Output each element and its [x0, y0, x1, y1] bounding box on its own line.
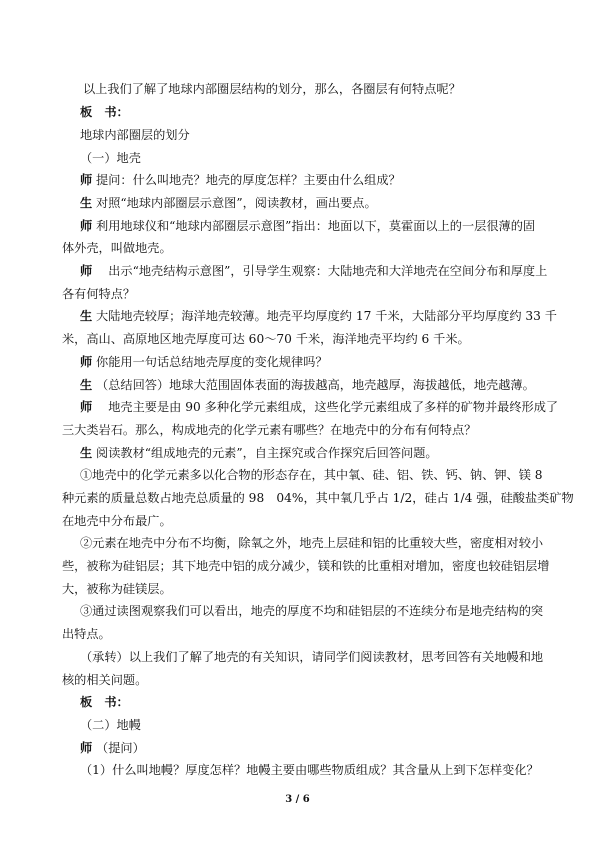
speaker-label: 生	[80, 309, 93, 323]
paragraph-line: ①地壳中的化学元素多以化合物的形态存在，其中氧、硅、铝、铁、钙、钠、钾、镁 8	[80, 468, 543, 482]
section-heading: （二）地幔	[80, 718, 141, 732]
dialogue-line: 生 对照“地球内部圈层示意图”，阅读教材，画出要点。	[80, 196, 377, 210]
speaker-label: 师	[80, 264, 93, 278]
speaker-label: 生	[80, 378, 93, 392]
dialogue-line: 生 （总结回答）地球大范围固体表面的海拔越高，地壳越厚，海拔越低，地壳越薄。	[80, 378, 535, 392]
paragraph-line: （承转）以上我们了解了地壳的有关知识，请同学们阅读教材，思考回答有关地幔和地	[80, 650, 544, 664]
board-heading: 板 书：	[80, 105, 129, 119]
speaker-label: 师	[80, 741, 93, 755]
paragraph-line: 种元素的质量总数占地壳总质量的 98 04%，其中氧几乎占 1/2，硅占 1/4 强，硅酸盐类矿物	[62, 491, 574, 505]
dialogue-line: 师 （提问）	[80, 741, 145, 755]
speaker-label: 生	[80, 196, 93, 210]
dialogue-line: 师 提问：什么叫地壳？地壳的厚度怎样？主要由什么组成？	[80, 173, 401, 187]
dialogue-line: 师 你能用一句话总结地壳厚度的变化规律吗？	[80, 355, 328, 369]
speaker-label: 师	[80, 219, 93, 233]
section-heading: （一）地壳	[80, 151, 141, 165]
speaker-label: 生	[80, 446, 93, 460]
page-number: 3 / 6	[285, 794, 310, 805]
paragraph-line: 体外壳，叫做地壳。	[62, 241, 172, 255]
paragraph-line: 地球内部圈层的划分	[80, 128, 190, 142]
dialogue-line: 师 出示“地壳结构示意图”，引导学生观察：大陆地壳和大洋地壳在空间分布和厚度上	[80, 264, 548, 278]
board-heading: 板 书：	[80, 695, 129, 709]
dialogue-line: 生 大陆地壳较厚；海洋地壳较薄。地壳平均厚度约 17 千米，大陆部分平均厚度约 33 千	[80, 309, 557, 323]
paragraph-line: 以上我们了解了地球内部圈层结构的划分，那么，各圈层有何特点呢？	[83, 82, 461, 96]
paragraph-line: 核的相关问题。	[62, 673, 148, 687]
dialogue-line: 师 利用地球仪和“地球内部圈层示意图”指出：地面以下，莫霍面以上的一层很薄的固	[80, 219, 536, 233]
paragraph-line: 三大类岩石。那么，构成地壳的化学元素有哪些？在地壳中的分布有何特点？	[62, 423, 477, 437]
speaker-label: 师	[80, 173, 93, 187]
dialogue-line: 师 地壳主要是由 90 多种化学元素组成，这些化学元素组成了多样的矿物并最终形成了	[80, 400, 559, 414]
paragraph-line: 出特点。	[62, 627, 111, 641]
dialogue-line: 生 阅读教材“组成地壳的元素”，自主探究或合作探究后回答问题。	[80, 446, 438, 460]
paragraph-line: 米，高山、高原地区地壳厚度可达 60～70 千米，海洋地壳平均约 6 千米。	[62, 332, 470, 346]
speaker-label: 师	[80, 355, 93, 369]
paragraph-line: （1）什么叫地幔？厚度怎样？地幔主要由哪些物质组成？其含量从上到下怎样变化？	[80, 763, 539, 777]
paragraph-line: 大，被称为硅镁层。	[62, 582, 172, 596]
paragraph-line: ③通过读图观察我们可以看出，地壳的厚度不均和硅铝层的不连续分布是地壳结构的突	[80, 604, 544, 618]
paragraph-line: 些，被称为硅铝层；其下地壳中铝的成分减少，镁和铁的比重相对增加，密度也较硅铝层增	[62, 559, 550, 573]
paragraph-line: 在地壳中分布最广。	[62, 514, 172, 528]
speaker-label: 师	[80, 400, 93, 414]
paragraph-line: ②元素在地壳中分布不均衡，除氧之外，地壳上层硅和铝的比重较大些，密度相对较小	[80, 536, 544, 550]
paragraph-line: 各有何特点？	[62, 287, 136, 301]
